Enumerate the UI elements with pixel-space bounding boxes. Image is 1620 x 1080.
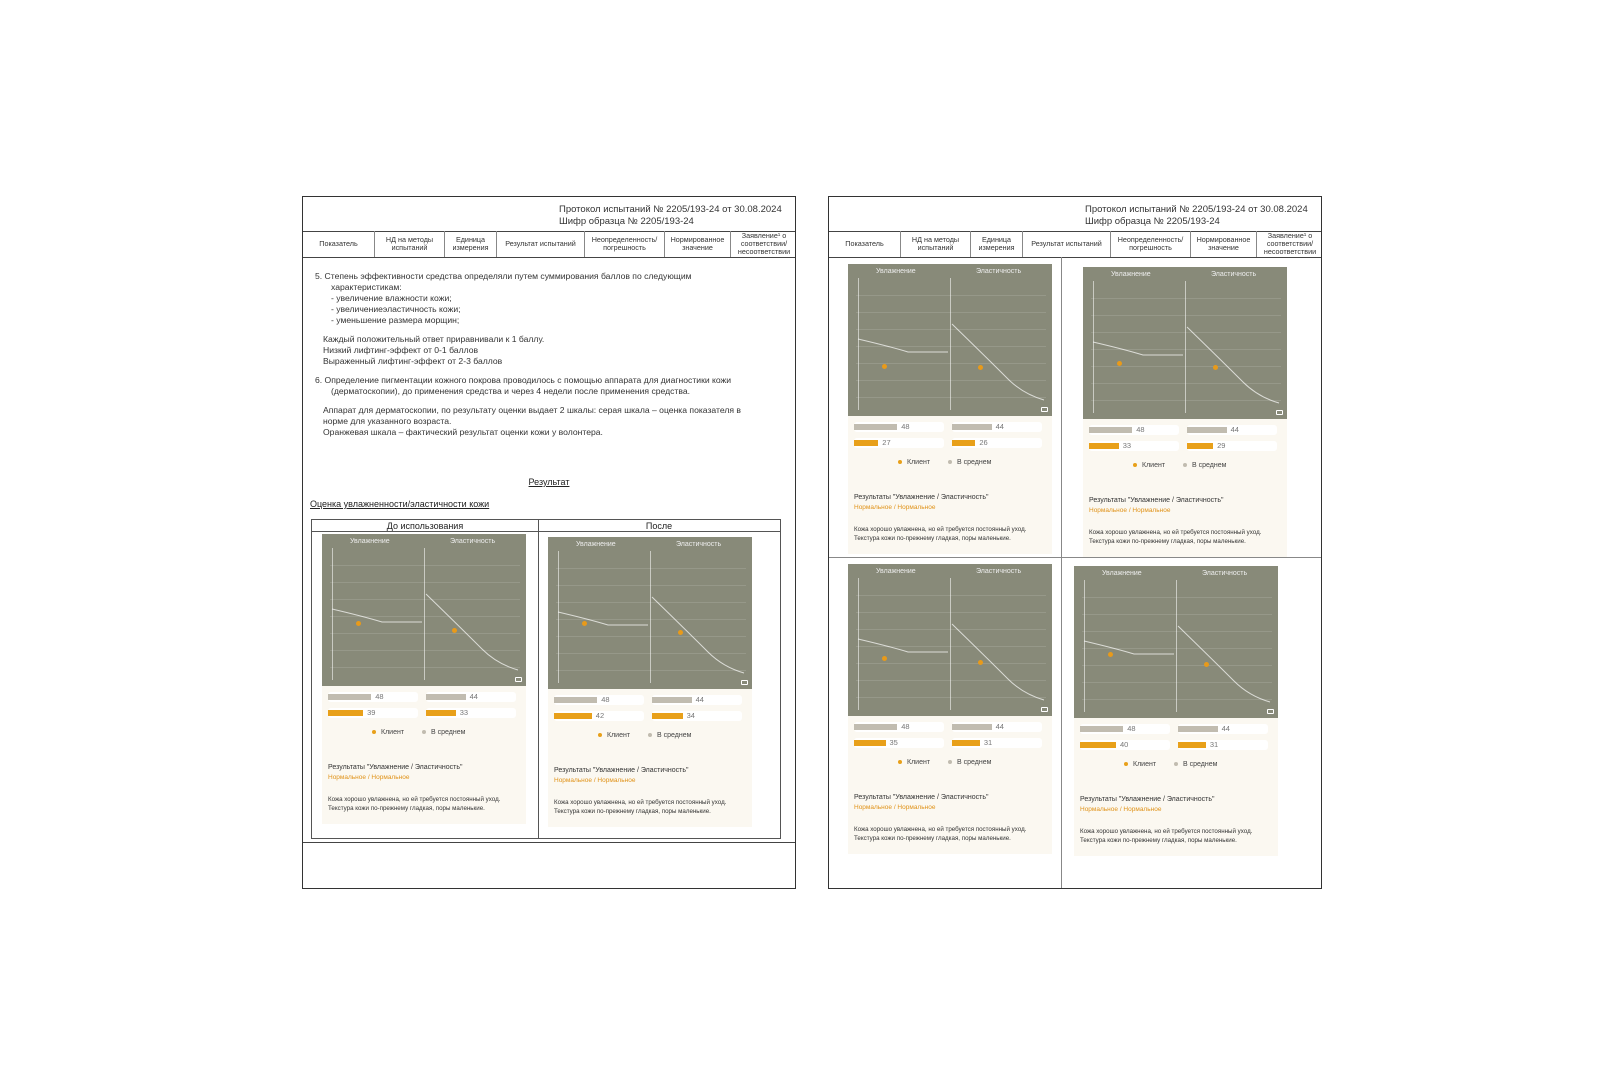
legend-client-dot — [1124, 762, 1128, 766]
client-moisture-value: 40 — [1120, 740, 1129, 749]
page-header — [303, 197, 795, 232]
before-header: До использования — [312, 520, 538, 532]
p5-score2: Низкий лифтинг-эффект от 0-1 баллов — [323, 345, 479, 355]
legend-average — [648, 732, 691, 739]
table-header — [829, 231, 1321, 258]
avg-elasticity-value: 44 — [995, 422, 1004, 431]
skin-chart — [548, 537, 752, 689]
legend-average-label: В среднем — [1183, 761, 1218, 768]
avg-moisture-value: 48 — [1127, 724, 1136, 733]
elasticity-chart-title: Эластичность — [976, 268, 1022, 275]
moisture-curve — [858, 639, 948, 652]
camera-icon — [1276, 410, 1283, 415]
results-desc-1: Кожа хорошо увлажнена, но ей требуется постоянный уход. — [1089, 529, 1262, 536]
client-moisture-value: 42 — [595, 711, 605, 720]
client-elasticity-point — [1204, 662, 1209, 667]
avg-moisture-bar — [328, 694, 371, 700]
legend-average-dot — [648, 733, 652, 737]
results-subtitle: Нормальное / Нормальное — [554, 777, 636, 784]
avg-moisture-bar — [854, 724, 897, 730]
legend-average-label: В среднем — [657, 732, 692, 739]
col-result: Результат испытаний — [1023, 231, 1111, 257]
client-moisture-value: 35 — [889, 738, 898, 747]
legend-client-label: Клиент — [1133, 761, 1157, 768]
chart-curves — [848, 264, 1052, 416]
avg-elasticity-bar — [1187, 427, 1227, 433]
legend-average — [1183, 462, 1226, 469]
legend-average — [422, 729, 465, 736]
moisture-curve — [558, 612, 648, 625]
avg-moisture-value: 48 — [375, 692, 384, 701]
client-moisture-bar — [1089, 443, 1119, 449]
client-elasticity-value: 34 — [686, 711, 695, 720]
legend-client — [1124, 761, 1156, 768]
legend-client — [1133, 462, 1165, 469]
sample-code: Шифр образца № 2205/193-24 — [559, 216, 694, 227]
legend-client-label: Клиент — [907, 459, 931, 466]
col-uncertainty: Неопределенность/ погрешность — [1111, 231, 1191, 257]
avg-moisture-bar — [554, 697, 597, 703]
moisture-chart-title: Увлажнение — [1111, 271, 1151, 278]
moisture-chart-title: Увлажнение — [350, 538, 390, 545]
client-elasticity-value: 33 — [459, 708, 469, 717]
client-moisture-point — [1108, 652, 1113, 657]
client-elasticity-bar — [952, 440, 975, 446]
client-moisture-point — [582, 621, 587, 626]
client-elasticity-point — [978, 660, 983, 665]
avg-moisture-bar — [1080, 726, 1123, 732]
legend-average-dot — [1174, 762, 1178, 766]
results-desc-1: Кожа хорошо увлажнена, но ей требуется постоянный уход. — [1080, 828, 1253, 835]
client-elasticity-value: 31 — [1209, 740, 1219, 749]
legend-average — [948, 759, 991, 766]
avg-elasticity-value: 44 — [695, 695, 704, 704]
legend-client-label: Клиент — [381, 729, 405, 736]
client-elasticity-value: 29 — [1217, 441, 1226, 450]
results-desc-1: Кожа хорошо увлажнена, но ей требуется постоянный уход. — [554, 799, 727, 806]
protocol-number: Протокол испытаний № 2205/193-24 от 30.08.2024 — [1085, 204, 1308, 215]
legend-average-dot — [1183, 463, 1187, 467]
results-desc-2: Текстура кожи по-прежнему гладкая, поры маленькие. — [854, 835, 1011, 842]
elasticity-chart-title: Эластичность — [1211, 271, 1257, 278]
chart-curves — [848, 564, 1052, 716]
avg-elasticity-bar — [952, 424, 992, 430]
results-title: Результаты "Увлажнение / Эластичность" — [554, 767, 689, 774]
p5-score1: Каждый положительный ответ приравнивали к 1 баллу. — [323, 334, 545, 344]
avg-moisture-bar — [1089, 427, 1132, 433]
p5-line2: характеристикам: — [331, 282, 402, 292]
legend-average — [948, 459, 991, 466]
result-card-6 — [1074, 566, 1278, 856]
result-card-2 — [548, 537, 752, 827]
results-title: Результаты "Увлажнение / Эластичность" — [328, 764, 463, 771]
avg-moisture-value: 48 — [901, 422, 910, 431]
p5-bullet3: - уменьшение размера морщин; — [331, 315, 460, 325]
elasticity-curve — [652, 597, 744, 673]
chart-curves — [1074, 566, 1278, 718]
result-title: Результат — [528, 477, 570, 487]
elasticity-curve — [952, 624, 1044, 700]
camera-icon — [1267, 709, 1274, 714]
p5-line1: 5. Степень эффективности средства определяли путем суммирования баллов по следующим — [315, 271, 692, 281]
camera-icon — [515, 677, 522, 682]
col-unit: Единица измерения — [971, 231, 1023, 257]
col-method: НД на методы испытаний — [901, 231, 971, 257]
legend-average-label: В среднем — [957, 759, 992, 766]
method-text — [315, 271, 785, 438]
elasticity-chart-title: Эластичность — [676, 541, 722, 548]
avg-elasticity-value: 44 — [469, 692, 478, 701]
client-elasticity-bar — [652, 713, 683, 719]
col-statement: Заявление¹ о соответствии/ несоответствии — [1263, 231, 1317, 256]
client-moisture-bar — [854, 740, 886, 746]
p6-line4: норме для указанного возраста. — [323, 416, 452, 426]
camera-icon — [1041, 707, 1048, 712]
chart-curves — [1083, 267, 1287, 419]
client-elasticity-bar — [1187, 443, 1213, 449]
avg-elasticity-bar — [652, 697, 692, 703]
elasticity-curve — [1178, 626, 1270, 702]
avg-elasticity-bar — [426, 694, 466, 700]
results-desc-1: Кожа хорошо увлажнена, но ей требуется постоянный уход. — [854, 526, 1027, 533]
col-indicator: Показатель — [303, 231, 375, 257]
legend-client-label: Клиент — [607, 732, 631, 739]
legend-average-label: В среднем — [957, 459, 992, 466]
legend-client — [898, 459, 930, 466]
client-elasticity-bar — [426, 710, 456, 716]
elasticity-curve — [1187, 327, 1279, 403]
avg-elasticity-bar — [952, 724, 992, 730]
camera-icon — [1041, 407, 1048, 412]
skin-chart — [1074, 566, 1278, 718]
client-moisture-value: 27 — [882, 438, 891, 447]
col-uncertainty: Неопределенность/ погрешность — [585, 231, 665, 257]
results-desc-2: Текстура кожи по-прежнему гладкая, поры маленькие. — [328, 805, 485, 812]
p6-line1: 6. Определение пигментации кожного покрова проводилось с помощью аппарата для диагностики кожи — [315, 375, 732, 385]
legend-client-label: Клиент — [1142, 462, 1166, 469]
result-subtitle: Оценка увлажненности/эластичности кожи — [310, 499, 490, 509]
results-title: Результаты "Увлажнение / Эластичность" — [1080, 796, 1215, 803]
client-moisture-bar — [328, 710, 363, 716]
results-desc-2: Текстура кожи по-прежнему гладкая, поры маленькие. — [554, 808, 711, 815]
legend-average-dot — [422, 730, 426, 734]
legend-client — [898, 759, 930, 766]
p6-line2: (дерматоскопии), до применения средства и через 4 недели после применения средства. — [331, 386, 690, 396]
client-moisture-value: 33 — [1122, 441, 1132, 450]
results-title: Результаты "Увлажнение / Эластичность" — [854, 494, 989, 501]
moisture-curve — [1084, 641, 1174, 654]
results-subtitle: Нормальное / Нормальное — [854, 804, 936, 811]
legend-average — [1174, 761, 1217, 768]
skin-chart — [848, 264, 1052, 416]
legend-average-dot — [948, 760, 952, 764]
results-subtitle: Нормальное / Нормальное — [1089, 507, 1171, 514]
moisture-curve — [332, 609, 422, 622]
result-card-1 — [322, 534, 526, 824]
legend-client-dot — [898, 760, 902, 764]
skin-chart — [848, 564, 1052, 716]
client-moisture-bar — [1080, 742, 1116, 748]
avg-elasticity-value: 44 — [995, 722, 1004, 731]
col-norm: Нормированное значение — [1191, 231, 1257, 257]
client-elasticity-point — [452, 628, 457, 633]
moisture-curve — [1093, 342, 1183, 355]
avg-moisture-value: 48 — [601, 695, 610, 704]
legend-average-label: В среднем — [431, 729, 466, 736]
after-header: После — [538, 520, 780, 532]
elasticity-chart-title: Эластичность — [976, 568, 1022, 575]
legend-client-dot — [372, 730, 376, 734]
moisture-curve — [858, 339, 948, 352]
legend-average-label: В среднем — [1192, 462, 1227, 469]
client-moisture-point — [882, 656, 887, 661]
skin-chart — [1083, 267, 1287, 419]
col-statement: Заявление¹ о соответствии/ несоответствии — [737, 231, 791, 256]
protocol-number: Протокол испытаний № 2205/193-24 от 30.08.2024 — [559, 204, 782, 215]
results-desc-1: Кожа хорошо увлажнена, но ей требуется постоянный уход. — [328, 796, 501, 803]
client-elasticity-point — [678, 630, 683, 635]
avg-moisture-value: 48 — [1136, 425, 1145, 434]
results-title: Результаты "Увлажнение / Эластичность" — [1089, 497, 1224, 504]
p6-line5: Оранжевая шкала – фактический результат оценки кожи у волонтера. — [323, 427, 603, 437]
client-moisture-value: 39 — [367, 708, 376, 717]
result-card-5 — [848, 564, 1052, 854]
p6-line3: Аппарат для дерматоскопии, по результату оценки выдает 2 шкалы: серая шкала – оценка показателя в — [323, 405, 741, 415]
col-unit: Единица измерения — [445, 231, 497, 257]
col-result: Результат испытаний — [497, 231, 585, 257]
client-elasticity-value: 31 — [983, 738, 993, 747]
chart-curves — [322, 534, 526, 686]
legend-client — [598, 732, 630, 739]
avg-moisture-bar — [854, 424, 897, 430]
results-subtitle: Нормальное / Нормальное — [854, 504, 936, 511]
result-card-4 — [1083, 267, 1287, 557]
client-moisture-bar — [554, 713, 592, 719]
results-title: Результаты "Увлажнение / Эластичность" — [854, 794, 989, 801]
camera-icon — [741, 680, 748, 685]
client-elasticity-bar — [952, 740, 980, 746]
results-desc-1: Кожа хорошо увлажнена, но ей требуется постоянный уход. — [854, 826, 1027, 833]
legend-client — [372, 729, 404, 736]
skin-chart — [322, 534, 526, 686]
legend-average-dot — [948, 460, 952, 464]
page-header — [829, 197, 1321, 232]
sample-code: Шифр образца № 2205/193-24 — [1085, 216, 1220, 227]
p5-score3: Выраженный лифтинг-эффект от 2-3 баллов — [323, 356, 503, 366]
moisture-chart-title: Увлажнение — [576, 541, 616, 548]
elasticity-curve — [952, 324, 1044, 400]
chart-curves — [548, 537, 752, 689]
p5-bullet1: - увеличение влажности кожи; — [331, 293, 452, 303]
legend-client-dot — [598, 733, 602, 737]
client-elasticity-bar — [1178, 742, 1206, 748]
client-moisture-bar — [854, 440, 878, 446]
elasticity-chart-title: Эластичность — [1202, 570, 1248, 577]
avg-elasticity-value: 44 — [1221, 724, 1230, 733]
table-header — [303, 231, 795, 258]
results-desc-2: Текстура кожи по-прежнему гладкая, поры маленькие. — [854, 535, 1011, 542]
legend-client-dot — [898, 460, 902, 464]
results-subtitle: Нормальное / Нормальное — [1080, 806, 1162, 813]
moisture-chart-title: Увлажнение — [1102, 570, 1142, 577]
result-card-3 — [848, 264, 1052, 554]
client-elasticity-value: 26 — [979, 438, 988, 447]
results-desc-2: Текстура кожи по-прежнему гладкая, поры маленькие. — [1089, 538, 1246, 545]
p5-bullet2: - увеличениеэластичность кожи; — [331, 304, 461, 314]
results-desc-2: Текстура кожи по-прежнему гладкая, поры маленькие. — [1080, 837, 1237, 844]
client-moisture-point — [1117, 361, 1122, 366]
legend-client-dot — [1133, 463, 1137, 467]
results-subtitle: Нормальное / Нормальное — [328, 774, 410, 781]
col-indicator: Показатель — [829, 231, 901, 257]
moisture-chart-title: Увлажнение — [876, 568, 916, 575]
col-method: НД на методы испытаний — [375, 231, 445, 257]
moisture-chart-title: Увлажнение — [876, 268, 916, 275]
col-norm: Нормированное значение — [665, 231, 731, 257]
avg-elasticity-bar — [1178, 726, 1218, 732]
avg-elasticity-value: 44 — [1230, 425, 1239, 434]
avg-moisture-value: 48 — [901, 722, 910, 731]
elasticity-chart-title: Эластичность — [450, 538, 496, 545]
legend-client-label: Клиент — [907, 759, 931, 766]
elasticity-curve — [426, 594, 518, 670]
